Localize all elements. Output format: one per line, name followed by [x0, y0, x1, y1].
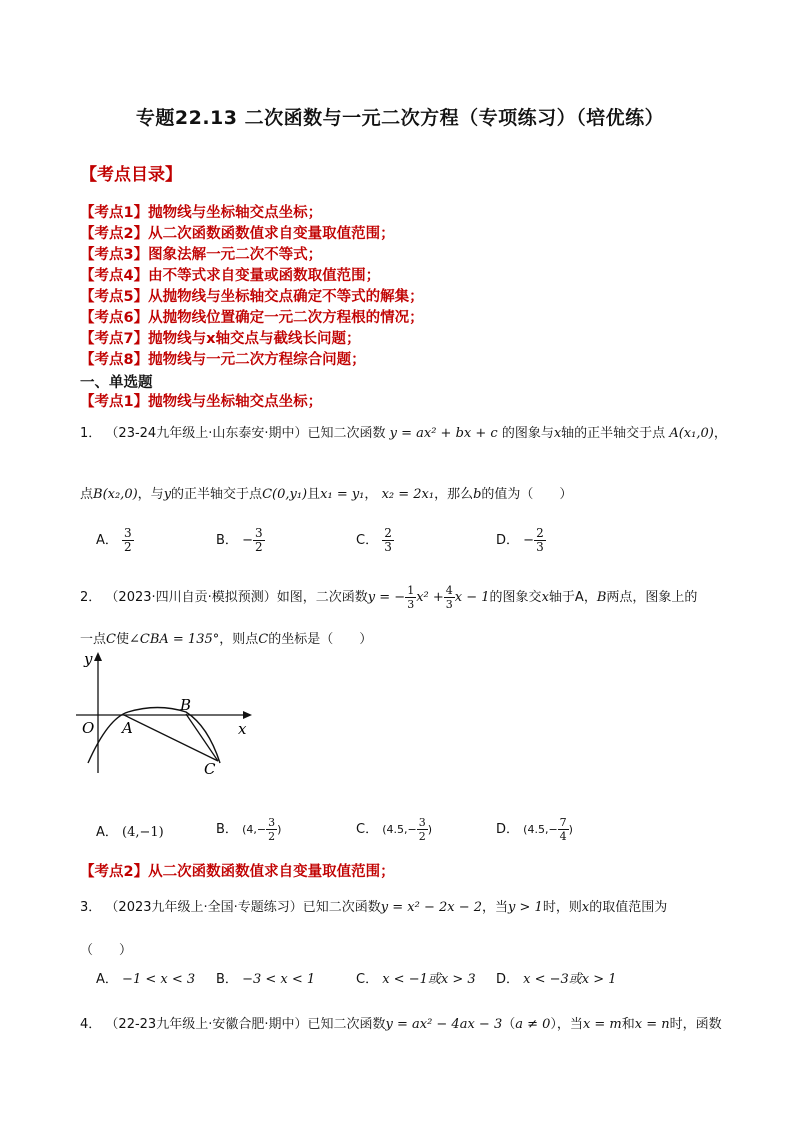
question-number: 3．: [80, 900, 102, 915]
option-value: ): [427, 823, 433, 836]
question-text: 一点: [80, 632, 107, 647]
option-d[interactable]: [496, 816, 573, 843]
label-c: C: [258, 632, 269, 647]
toc-heading: 【考点目录】: [80, 165, 182, 185]
fraction: [266, 816, 277, 843]
question-text: 且: [307, 487, 321, 502]
denominator: 2: [124, 540, 132, 554]
option-c[interactable]: [356, 527, 394, 554]
parabola-figure: [70, 648, 260, 778]
question-text: ，: [713, 426, 727, 441]
denominator: 4: [559, 830, 567, 843]
x-axis-label: x: [238, 720, 247, 738]
question-text: 如图，二次函数: [276, 590, 368, 605]
question-2-line-2: [80, 628, 372, 647]
toc-item-3: 【考点3】图象法解一元二次不等式；: [80, 247, 323, 263]
denominator: 2: [418, 830, 426, 843]
option-value: x < −3或x > 1: [523, 972, 617, 987]
fraction: [253, 527, 265, 554]
formula: y = ax² − 4ax − 3: [385, 1017, 503, 1032]
question-text: 轴于: [548, 590, 575, 605]
numerator: 1: [407, 584, 415, 597]
question-text: 的图象交: [489, 590, 542, 605]
question-text: （: [502, 1017, 516, 1032]
y-axis-label: y: [84, 650, 93, 668]
condition: x = n: [634, 1017, 670, 1032]
toc-item-7: 【考点7】抛物线与x轴交点与截线长问题；: [80, 331, 361, 347]
x-axis-arrow: [243, 711, 252, 719]
origin-label: O: [82, 719, 95, 737]
question-1-line-1: [80, 422, 727, 441]
question-text: 的值为（ ）: [481, 487, 573, 502]
option-value: (4.5,−: [382, 823, 417, 836]
option-a[interactable]: [96, 968, 195, 987]
denominator: 3: [445, 598, 453, 611]
fraction: [558, 816, 569, 843]
option-value: x < −1或x > 3: [382, 972, 476, 987]
variable: x: [553, 426, 562, 441]
toc-item-5: 【考点5】从抛物线与坐标轴交点确定不等式的解集；: [80, 289, 424, 305]
question-text: 使: [115, 632, 129, 647]
question-text: 已知二次函数: [307, 426, 386, 441]
numerator: 3: [124, 526, 132, 540]
option-label: A．: [96, 972, 118, 987]
topic-heading-2: 【考点2】从二次函数函数值求自变量取值范围；: [80, 864, 395, 880]
option-label: D．: [496, 972, 520, 987]
option-value: (4.5,−: [523, 823, 558, 836]
label-b: B: [596, 590, 607, 605]
denominator: 3: [536, 540, 544, 554]
question-text: ，当: [482, 900, 509, 915]
fraction: [382, 527, 394, 554]
angle-condition: ∠CBA = 135°: [128, 632, 220, 647]
formula: y = x² − 2x − 2: [380, 900, 483, 915]
fraction: [444, 584, 455, 611]
question-text: ，: [583, 590, 597, 605]
question-text: 点: [80, 487, 94, 502]
option-b[interactable]: [216, 968, 315, 987]
option-value: ): [568, 823, 573, 836]
option-value: (4,−: [242, 823, 267, 836]
denominator: 2: [254, 540, 263, 554]
condition: x = m: [582, 1017, 622, 1032]
question-text: 轴的正半轴交于点: [561, 426, 666, 441]
option-value: −3 < x < 1: [242, 972, 316, 987]
question-2-line-1: [80, 584, 697, 611]
segment-ac: [124, 715, 218, 761]
sign: −: [523, 533, 535, 548]
condition: a ≠ 0: [515, 1017, 551, 1032]
question-number: 2．: [80, 590, 102, 605]
variable: b: [473, 487, 482, 502]
question-3-line-1: [80, 896, 667, 915]
option-label: C．: [356, 822, 379, 837]
question-text: 已知二次函数: [302, 900, 381, 915]
numerator: 3: [268, 816, 276, 829]
question-number: 1．: [80, 426, 102, 441]
point-a-label: A: [122, 719, 133, 737]
question-text: ，则点: [219, 632, 259, 647]
option-label: C．: [356, 972, 379, 987]
numerator: 3: [418, 816, 426, 829]
option-value: (4,−1): [122, 825, 164, 840]
question-text: 已知二次函数: [307, 1017, 386, 1032]
option-b[interactable]: [216, 527, 265, 554]
option-a[interactable]: [96, 527, 134, 554]
option-label: A．: [96, 825, 118, 840]
label-c: C: [106, 632, 116, 647]
formula: x² +: [416, 590, 444, 605]
label-a: A: [574, 590, 584, 605]
option-b[interactable]: [216, 816, 281, 843]
fraction: [417, 816, 428, 843]
sign: −: [242, 533, 253, 548]
toc-item-2: 【考点2】从二次函数函数值求自变量取值范围；: [80, 226, 395, 242]
question-text: 和: [621, 1017, 635, 1032]
numerator: 7: [559, 816, 567, 829]
option-label: A．: [96, 533, 118, 548]
denominator: 2: [268, 830, 276, 843]
option-value: ): [277, 823, 282, 836]
variable: x: [541, 590, 549, 605]
segment-bc: [186, 714, 218, 761]
condition: x₁ = y₁: [320, 487, 365, 502]
toc-item-4: 【考点4】由不等式求自变量或函数取值范围；: [80, 268, 381, 284]
condition: x₂ = 2x₁: [381, 487, 435, 502]
y-axis-arrow: [94, 652, 102, 661]
question-text: 两点，图象上的: [606, 590, 698, 605]
option-label: D．: [496, 533, 520, 548]
option-d[interactable]: [496, 968, 617, 987]
variable: y: [163, 487, 172, 502]
section-heading: 一、单选题: [80, 375, 153, 391]
question-text: ，那么: [434, 487, 474, 502]
point-c-label: C: [204, 760, 216, 778]
question-4-line-1: [80, 1013, 722, 1032]
point-b: B(x₂,0): [93, 487, 138, 502]
fraction: [534, 527, 546, 554]
numerator: 2: [384, 526, 392, 540]
question-source: （23-24九年级上·山东泰安·期中）: [105, 426, 308, 441]
toc-item-8: 【考点8】抛物线与一元二次方程综合问题；: [80, 352, 366, 368]
option-label: B．: [216, 972, 238, 987]
question-1-line-2: [80, 483, 572, 502]
question-text: 的正半轴交于点: [171, 487, 263, 502]
condition: y > 1: [508, 900, 543, 915]
fraction: [122, 527, 134, 554]
topic-heading-1: 【考点1】抛物线与坐标轴交点坐标；: [80, 394, 323, 410]
formula: y = ax² + bx + c: [389, 426, 498, 441]
question-text: 时，函数: [669, 1017, 722, 1032]
point-c: C(0,y₁): [262, 487, 308, 502]
numerator: 3: [254, 526, 263, 540]
question-text: 的坐标是（ ）: [268, 632, 373, 647]
fraction: [405, 584, 416, 611]
question-text: 的图象与: [501, 426, 554, 441]
denominator: 3: [407, 598, 415, 611]
question-number: 4．: [80, 1017, 102, 1032]
formula: y = −: [367, 590, 406, 605]
denominator: 3: [384, 540, 392, 554]
option-label: D．: [496, 822, 520, 837]
question-source: （2023·四川自贡·模拟预测）: [105, 590, 277, 605]
option-a[interactable]: [96, 821, 164, 840]
option-c[interactable]: [356, 816, 432, 843]
option-value: −1 < x < 3: [122, 972, 196, 987]
question-source: （22-23九年级上·安徽合肥·期中）: [105, 1017, 308, 1032]
numerator: 4: [445, 584, 453, 597]
option-c[interactable]: [356, 968, 476, 987]
question-text: ，: [364, 487, 378, 502]
page-title: 专题22.13 二次函数与一元二次方程（专项练习）（培优练）: [135, 107, 665, 129]
option-label: B．: [216, 822, 238, 837]
question-text: ，与: [137, 487, 164, 502]
question-text: ），当: [550, 1017, 583, 1032]
point-a: A(x₁,0): [669, 426, 714, 441]
toc-item-6: 【考点6】从抛物线位置确定一元二次方程根的情况；: [80, 310, 424, 326]
option-label: C．: [356, 533, 379, 548]
option-label: B．: [216, 533, 238, 548]
question-3-answer-paren: （ ）: [80, 943, 133, 958]
question-text: 的取值范围为: [589, 900, 668, 915]
numerator: 2: [536, 526, 544, 540]
option-d[interactable]: [496, 527, 546, 554]
point-b-label: B: [180, 696, 192, 714]
question-source: （2023九年级上·全国·专题练习）: [105, 900, 303, 915]
formula: x − 1: [454, 590, 490, 605]
question-text: 时，则: [542, 900, 582, 915]
toc-item-1: 【考点1】抛物线与坐标轴交点坐标；: [80, 205, 323, 221]
variable: x: [581, 900, 590, 915]
